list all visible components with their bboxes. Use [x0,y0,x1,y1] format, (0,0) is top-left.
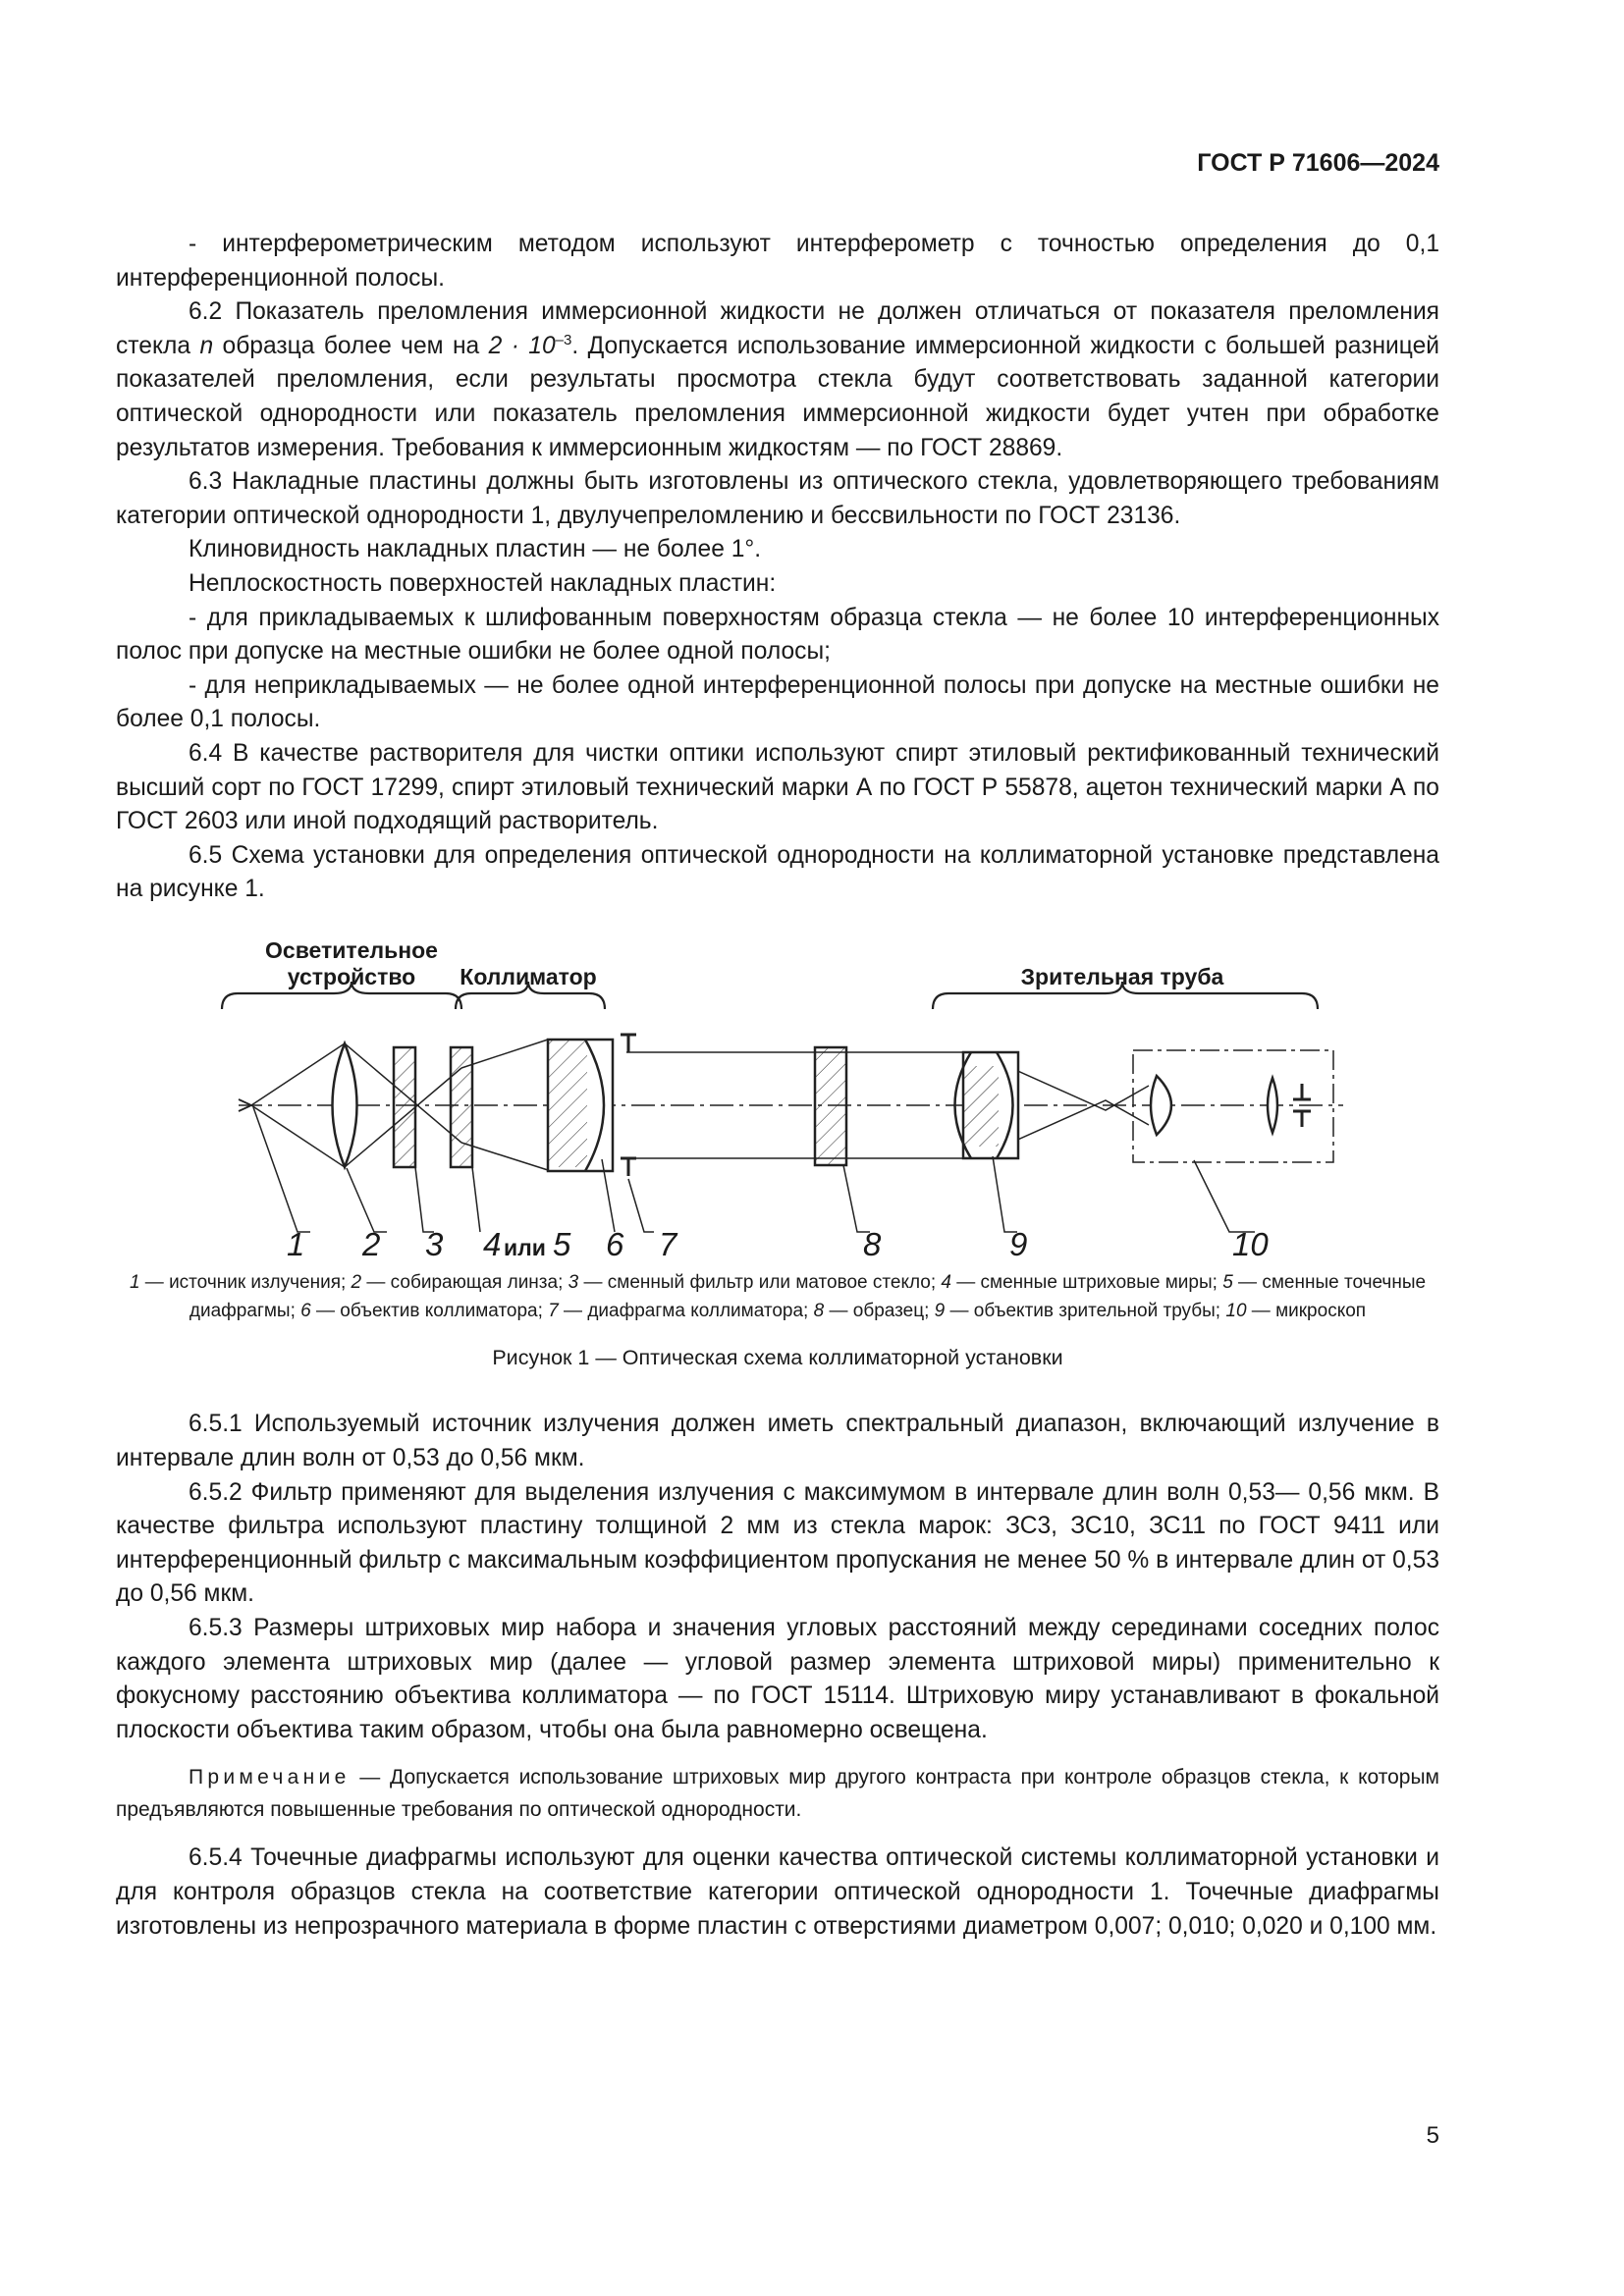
callout-3: 3 [425,1225,444,1262]
page-body [116,228,1439,1944]
paragraph-6-4: 6.4 В качестве растворителя для чистки оптики используют спирт этиловый ректификованный технический высший сорт по ГОСТ 17299, спирт этиловый технический марки А по ГОСТ Р 55878, ацетон технический марки А по ГОСТ 2603 или иной подходящий растворитель. [116,739,1439,835]
paragraph-flatness: Неплоскостность поверхностей накладных пластин: [189,569,777,597]
callout-2: 2 [362,1225,381,1262]
callout-9: 9 [1009,1225,1028,1262]
glass-sample [815,1047,846,1165]
tolerance-exponent: –3 [555,331,572,348]
paragraph-6-2: 6.2 Показатель преломления иммерсионной жидкости не должен отличаться от показателя преломления стекла n образца более чем на $2 \cdot 10^{-3}$. Допускается использование иммерсионной жидкости с большей разницей показателей преломления, если результаты просмотра стекла будут соответствовать заданной категории оптической однородности или показатель преломления иммерсионной жидкости будет учтен при обработке результатов измерения. Требования к иммерсионным жидкостям — по ГОСТ 28869. [116,298,1439,461]
callout-8: 8 [863,1225,882,1262]
figure-caption: Рисунок 1 — Оптическая схема коллиматорной установки [492,1345,1063,1369]
paragraph-6-3: 6.3 Накладные пластины должны быть изготовлены из оптического стекла, удовлетворяющего требованиям категории оптической однородности 1, двулучепреломлению и бессвильности по ГОСТ 23136. [116,468,1439,529]
callout-7: 7 [659,1225,677,1262]
paragraph-6-5: 6.5 Схема установки для определения оптической однородности на коллиматорной установке представлена на рисунке 1. [116,841,1439,903]
optical-scheme-diagram [116,927,1439,1265]
document-header: ГОСТ Р 71606—2024 [1197,149,1439,177]
n-symbol: n [199,332,214,359]
reticle-plate [451,1047,472,1167]
filter-plate [394,1047,415,1167]
figure-legend: 1 — источник излучения; 2 — собирающая линза; 3 — сменный фильтр или матовое стекло; 4 — сменные штриховые миры; 5 — сменные точечные диафрагмы; 6 — объектив коллиматора; 7 — диафрагма коллиматора; 8 — образец; 9 — объектив зрительной трубы; 10 — микроскоп [129,1271,1427,1321]
note [116,1761,1439,1826]
callout-1: 1 [287,1225,305,1262]
paragraph-6-5-2: 6.5.2 Фильтр применяют для выделения излучения с максимумом в интервале длин волн 0,53— 0,56 мкм. В качестве фильтра используют пластину толщиной 2 мм из стекла марок: ЗС3, ЗС10, ЗС11 по ГОСТ 9411 или интерференционный фильтр с максимальным коэффициентом пропускания не менее 50 % в интервале длин от 0,53 до 0,56 мкм. [116,1478,1439,1608]
paragraph-interferometric: - интерферометрическим методом используют интерферометр с точностью определения до 0,1 интерференционной полосы. [116,231,1439,292]
label-illumination-line1: Осветительное [265,936,438,963]
paragraph-nonapplied-plates: - для неприкладываемых — не более одной интерференционной полосы при допуске на местные ошибки не более 0,1 полосы. [116,671,1439,733]
paragraph-6-5-3: 6.5.3 Размеры штриховых мир набора и значения угловых расстояний между серединами соседних полос каждого элемента штриховых мир (далее — угловой размер элемента штриховой миры) применительно к фокусному расстоянию объектива коллиматора — по ГОСТ 15114. Штриховую миру устанавливают в фокальной плоскости объектива таким образом, чтобы она была равномерно освещена. [116,1615,1439,1743]
page-number: 5 [1426,2122,1439,2149]
figure-optical-scheme [116,927,1439,1265]
collimator-objective [548,1040,613,1171]
label-telescope: Зрительная труба [1020,963,1224,989]
tolerance-value: 2 · 10 [488,332,556,359]
note-label: Примечание [189,1766,351,1789]
paragraph-applied-plates: - для прикладываемых к шлифованным поверхностям образца стекла — не более 10 интерференционных полос при допуске на местные ошибки не более одной полосы; [116,604,1439,666]
paragraph-6-5-4: 6.5.4 Точечные диафрагмы используют для оценки качества оптической системы коллиматорной установки и для контроля образцов стекла на соответствие категории оптической однородности 1. Точечные диафрагмы изготовлены из непрозрачного материала в форме пластин с отверстиями диаметром 0,007; 0,010; 0,020 и 0,100 мм. [116,1844,1439,1940]
paragraph-6-5-1: 6.5.1 Используемый источник излучения должен иметь спектральный диапазон, включающий излучение в интервале длин волн от 0,53 до 0,56 мкм. [116,1411,1439,1472]
callout-4: 4 [483,1225,502,1262]
callout-6: 6 [606,1225,624,1262]
microscope [1133,1050,1333,1162]
callout-10: 10 [1232,1225,1269,1262]
label-illumination-line2: устройство [287,963,416,989]
paragraph-wedge: Клиновидность накладных пластин — не более 1°. [189,536,762,563]
telescope-objective [955,1052,1019,1158]
callout-or: или [504,1234,546,1260]
label-collimator: Коллиматор [460,963,597,989]
callout-5: 5 [553,1225,571,1262]
condenser-lens [333,1043,357,1167]
callout-numbers [287,1226,1269,1262]
note-text: — Допускается использование штриховых мир другого контраста при контроле образцов стекла, к которым предъявляются повышенные требования по оптической однородности. [116,1766,1439,1822]
